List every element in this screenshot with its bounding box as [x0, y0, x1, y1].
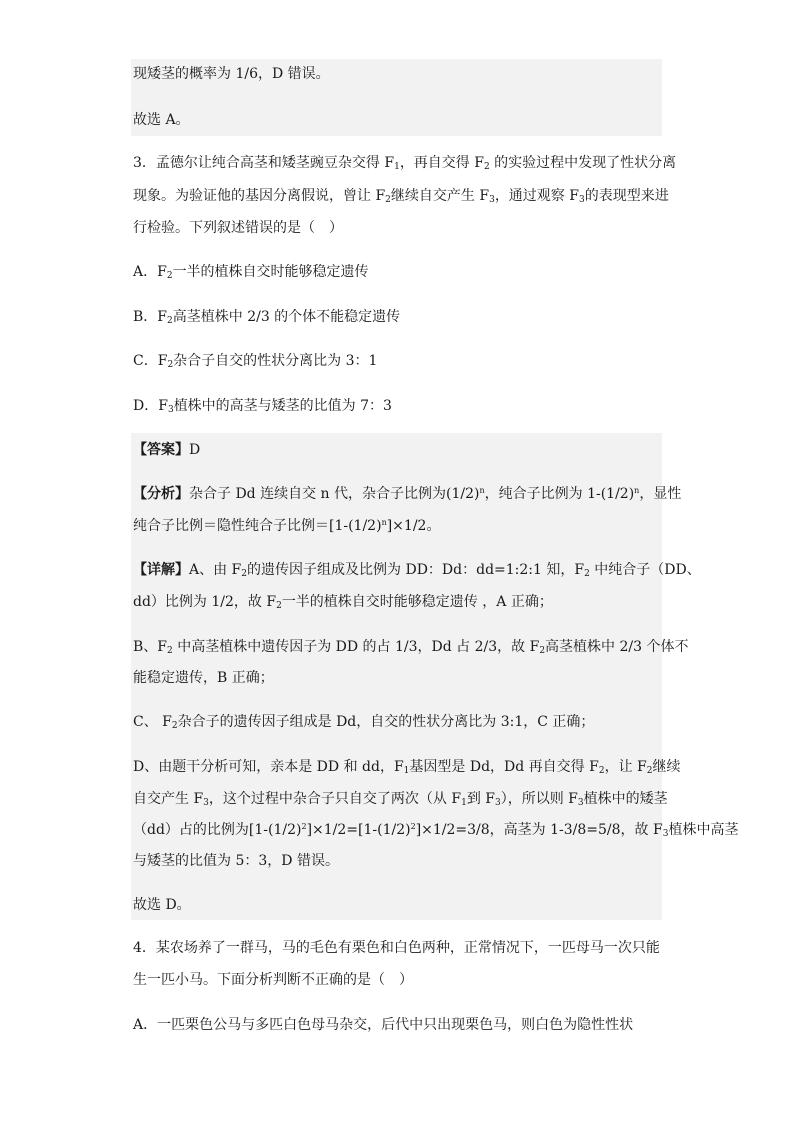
q3-analysis-line-2: 纯合子比例＝隐性纯合子比例$=[1-(1/2)^n]\times 1/2$。	[133, 518, 441, 534]
q3-detail-b-line-2: 能稳定遗传，B 正确；	[133, 670, 274, 686]
q3-stem-line-1: 3．孟德尔让纯合高茎和矮茎豌豆杂交得 $F_1$，再自交得 $F_2$ 的实验过程中发现了性状分离	[133, 155, 677, 172]
q4-option-a: A．一匹栗色公马与多匹白色母马杂交，后代中只出现栗色马，则白色为隐性性状	[133, 1017, 634, 1033]
q3-detail-d-line-4: 与矮茎的比值为 5：3，D 错误。	[133, 853, 339, 869]
q3-option-c: C．$F_2$杂合子自交的性状分离比为 3：1	[133, 353, 378, 370]
q3-analysis-line-1: 【分析】杂合子 Dd 连续自交 n 代，杂合子比例为$(1/2)^n$，纯合子比例为 $1-(1/2)^n$，显性	[133, 486, 682, 502]
q3-stem-line-2: 现象。为验证他的基因分离假说，曾让 $F_2$继续自交产生 $F_3$，通过观察 $F_3$的表现型来进	[133, 188, 669, 205]
q4-stem-line-2: 生一匹小马。下面分析判断不正确的是（ ）	[133, 972, 413, 988]
q3-stem-line-3: 行检验。下列叙述错误的是（ ）	[133, 220, 343, 236]
q3-option-a: A．$F_2$一半的植株自交时能够稳定遗传	[133, 264, 369, 281]
q3-option-b: B．$F_2$高茎植株中 2/3 的个体不能稳定遗传	[133, 309, 401, 326]
q4-stem-line-1: 4．某农场养了一群马，马的毛色有栗色和白色两种，正常情况下，一匹母马一次只能	[133, 940, 660, 956]
q3-detail-d-line-3: （dd）占的比例为$[1-(1/2)^2]\times 1/2=[1-(1/2)^2]\times 1/2=3/8$，高茎为 1-3/8=5/8，故 $F_3$植株中高茎	[133, 822, 739, 839]
q3-detail-d-line-2: 自交产生 $F_3$，这个过程中杂合子只自交了两次（从 $F_1$到 $F_3$），所以则 $F_3$植株中的矮茎	[133, 791, 668, 808]
q3-answer: 【答案】D	[133, 442, 201, 458]
q3-detail-a-line-1: 【详解】A、由 $F_2$的遗传因子组成及比例为 DD：Dd：dd=1:2:1 知，$F_2$ 中纯合子（DD、	[133, 562, 701, 579]
q3-conclusion: 故选 D。	[133, 897, 191, 913]
previous-explanation-line: 现矮茎的概率为 1/6，D 错误。	[133, 66, 330, 82]
q3-option-d: D．$F_3$植株中的高茎与矮茎的比值为 7：3	[133, 398, 392, 415]
q3-detail-c-line: C、 $F_2$杂合子的遗传因子组成是 Dd，自交的性状分离比为 3:1，C 正确；	[133, 714, 595, 731]
q3-detail-b-line-1: B、$F_2$ 中高茎植株中遗传因子为 DD 的占 1/3，Dd 占 2/3，故 $F_2$高茎植株中 2/3 个体不	[133, 639, 689, 656]
q3-detail-a-line-2: dd）比例为 1/2，故 $F_2$一半的植株自交时能够稳定遗传 ，A 正确；	[133, 594, 553, 611]
previous-conclusion: 故选 A。	[133, 112, 190, 128]
q3-detail-d-line-1: D、由题干分析可知，亲本是 DD 和 dd，$F_1$基因型是 Dd，Dd 再自交得 $F_2$，让 $F_2$继续	[133, 759, 681, 776]
